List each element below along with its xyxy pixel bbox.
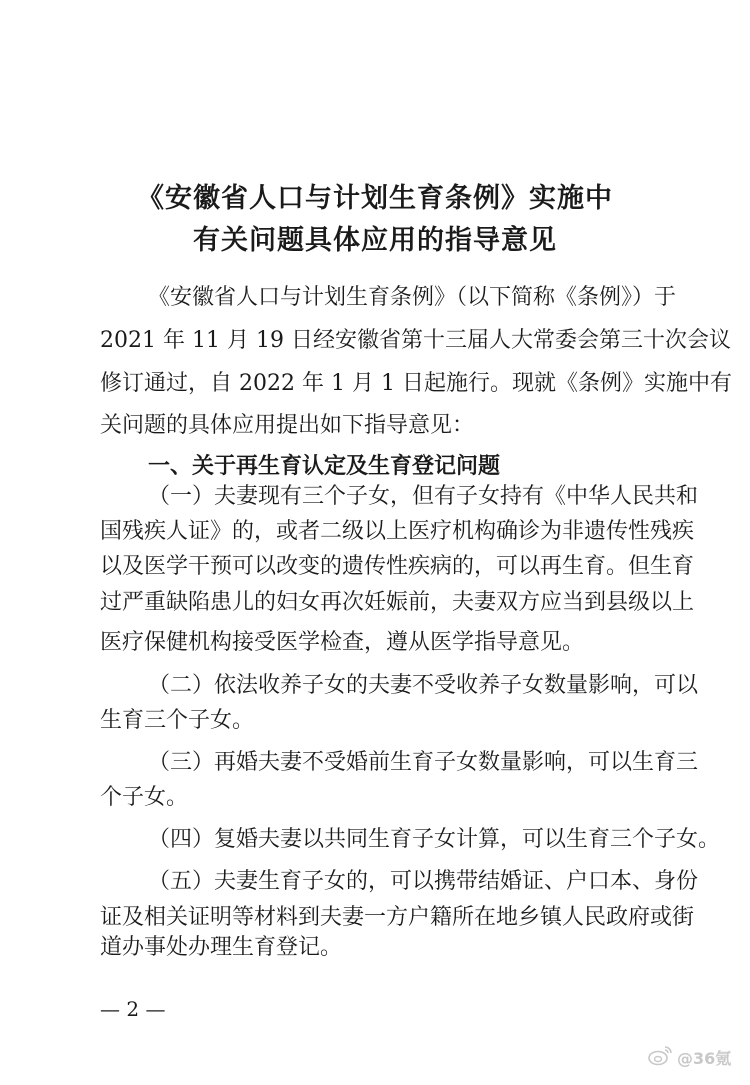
section-heading: 一、关于再生育认定及生育登记问题: [148, 453, 501, 479]
item2-line: 生育三个子女。: [100, 708, 255, 733]
item3-line: 个子女。: [100, 785, 189, 810]
intro-line: 2021 年 11 月 19 日经安徽省第十三届人大常委会第三十次会议: [100, 328, 731, 353]
item2-line: （二）依法收养子女的夫妻不受收养子女数量影响，可以: [148, 673, 699, 698]
item1-line: （一）夫妻现有三个子女，但有子女持有《中华人民共和: [148, 484, 699, 509]
item5-line: 证及相关证明等材料到夫妻一方户籍所在地乡镇人民政府或街: [100, 905, 695, 930]
intro-line: 《安徽省人口与计划生育条例》（以下简称《条例》）于: [148, 285, 677, 310]
item5-line: （五）夫妻生育子女的，可以携带结婚证、户口本、身份: [148, 869, 699, 894]
item1-line: 以及医学干预可以改变的遗传性疾病的，可以再生育。但生育: [100, 554, 695, 579]
item4-line: （四）复婚夫妻以共同生育子女计算，可以生育三个子女。: [148, 827, 721, 852]
weibo-logo-icon: [648, 1044, 674, 1070]
item3-line: （三）再婚夫妻不受婚前生育子女数量影响，可以生育三: [148, 750, 699, 775]
item1-line: 国残疾人证》的，或者二级以上医疗机构确诊为非遗传性残疾: [100, 519, 695, 544]
document-title-line-1: 《安徽省人口与计划生育条例》实施中: [137, 183, 613, 214]
page-number: — 2 —: [100, 997, 166, 1021]
item5-line: 道办事处办理生育登记。: [100, 935, 343, 960]
watermark-text: @36氪: [677, 1048, 732, 1068]
item1-line: 医疗保健机构接受医学检查，遵从医学指导意见。: [100, 630, 585, 655]
watermark: [648, 1044, 731, 1070]
item1-line: 过严重缺陷患儿的妇女再次妊娠前，夫妻双方应当到县级以上: [100, 590, 695, 615]
intro-line: 修订通过，自 2022 年 1 月 1 日起施行。现就《条例》实施中有: [100, 371, 732, 396]
document-title-line-2: 有关问题具体应用的指导意见: [193, 225, 557, 256]
intro-line: 关问题的具体应用提出如下指导意见：: [100, 413, 475, 438]
